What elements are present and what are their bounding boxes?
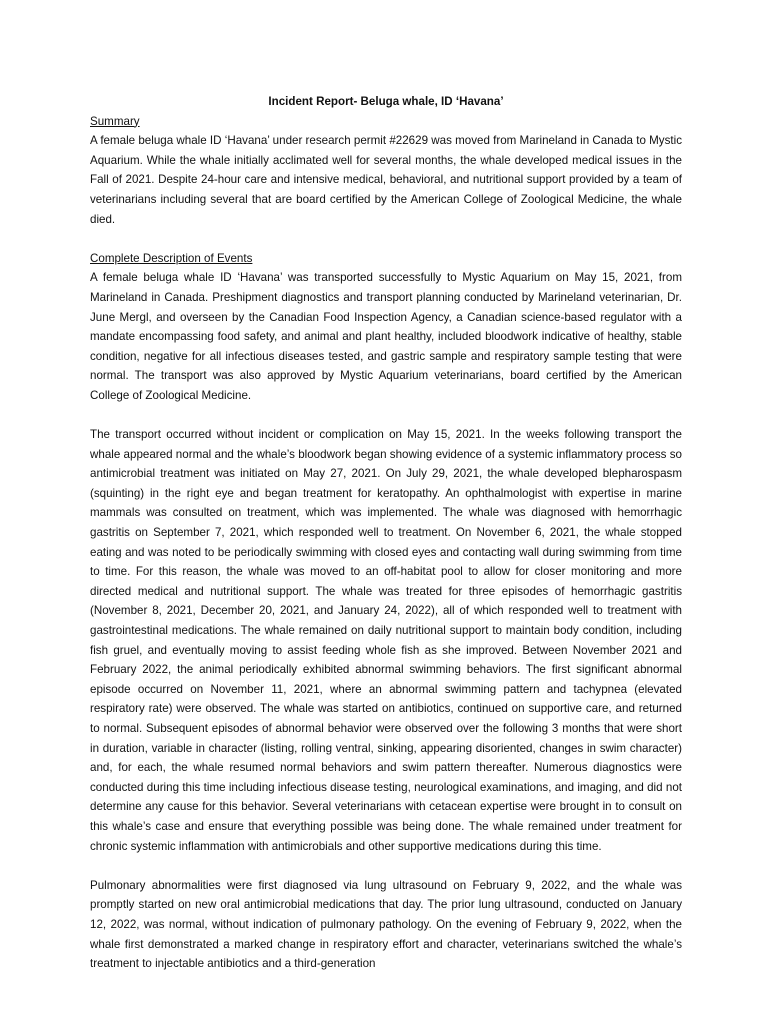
description-paragraph-2: The transport occurred without incident or complication on May 15, 2021. In the weeks following transport the whale appeared normal and the whale’s bloodwork began showing evidence of a systemic inflammatory process so antimicrobial treatment was initiated on May 27, 2021. On July 29, 2021, the whale developed blepharospasm (squinting) in the right eye and began treatment for keratopathy. An ophthalmologist with expertise in marine mammals was consulted on treatment, which was implemented. The whale was diagnosed with hemorrhagic gastritis on September 7, 2021, which responded well to treatment. On November 6, 2021, the whale stopped eating and was noted to be periodically swimming with closed eyes and contacting wall during swimming from time to time. For this reason, the whale was moved to an off-habitat pool to allow for closer monitoring and more directed medical and nutritional support. The whale was treated for three episodes of hemorrhagic gastritis (November 8, 2021, December 20, 2021, and January 24, 2022), all of which responded well to treatment with gastrointestinal medications. The whale remained on daily nutritional support to maintain body condition, including fish gruel, and eventually moving to assist feeding whole fish as she improved. Between November 2021 and February 2022, the animal periodically exhibited abnormal swimming behaviors. The first significant abnormal episode occurred on November 11, 2021, where an abnormal swimming pattern and tachypnea (elevated respiratory rate) were observed. The whale was started on antibiotics, continued on supportive care, and returned to normal. Subsequent episodes of abnormal behavior were observed over the following 3 months that were short in duration, variable in character (listing, rolling ventral, sinking, appearing disoriented, changes in swim character) and, for each, the whale resumed normal behaviors and swim pattern thereafter. Numerous diagnostics were conducted during this time including infectious disease testing, neurological examinations, and imaging, and did not determine any cause for this behavior. Several veterinarians with cetacean expertise were brought in to consult on this whale’s case and ensure that everything possible was being done. The whale remained under treatment for chronic systemic inflammation with antimicrobials and other supportive medications during this time. xyxy=(90,428,682,853)
description-heading: Complete Description of Events xyxy=(90,251,253,265)
description-paragraph-3: Pulmonary abnormalities were first diagnosed via lung ultrasound on February 9, 2022, and the whale was promptly started on new oral antimicrobial medications that day. The prior lung ultrasound, conducted on January 12, 2022, was normal, without indication of pulmonary pathology. On the evening of February 9, 2022, when the whale first demonstrated a marked change in respiratory effort and character, veterinarians switched the whale’s treatment to injectable antibiotics and a third-generation xyxy=(90,878,682,971)
summary-paragraph: A female beluga whale ID ‘Havana’ under research permit #22629 was moved from Marineland in Canada to Mystic Aquarium. While the whale initially acclimated well for several months, the whale developed medical issues in the Fall of 2021. Despite 24-hour care and intensive medical, behavioral, and nutritional support provided by a team of veterinarians including several that are board certified by the American College of Zoological Medicine, the whale died. xyxy=(90,134,682,226)
spacer xyxy=(90,229,682,249)
spacer xyxy=(90,856,682,876)
report-title: Incident Report- Beluga whale, ID ‘Havana’ xyxy=(268,95,504,108)
spacer xyxy=(90,406,682,426)
description-paragraph-1: A female beluga whale ID ‘Havana’ was transported successfully to Mystic Aquarium on May 15, 2021, from Marineland in Canada. Preshipment diagnostics and transport planning conducted by Marineland veterinarian, Dr. June Mergl, and overseen by the Canadian Food Inspection Agency, a Canadian science-based regulator with a mandate encompassing food safety, and animal and plant healthy, included bloodwork indicative of healthy, stable condition, negative for all infectious diseases tested, and gastric sample and respiratory sample testing that were normal. The transport was also approved by Mystic Aquarium veterinarians, board certified by the American College of Zoological Medicine. xyxy=(90,271,682,402)
document-body xyxy=(90,92,682,974)
summary-heading: Summary xyxy=(90,114,140,128)
